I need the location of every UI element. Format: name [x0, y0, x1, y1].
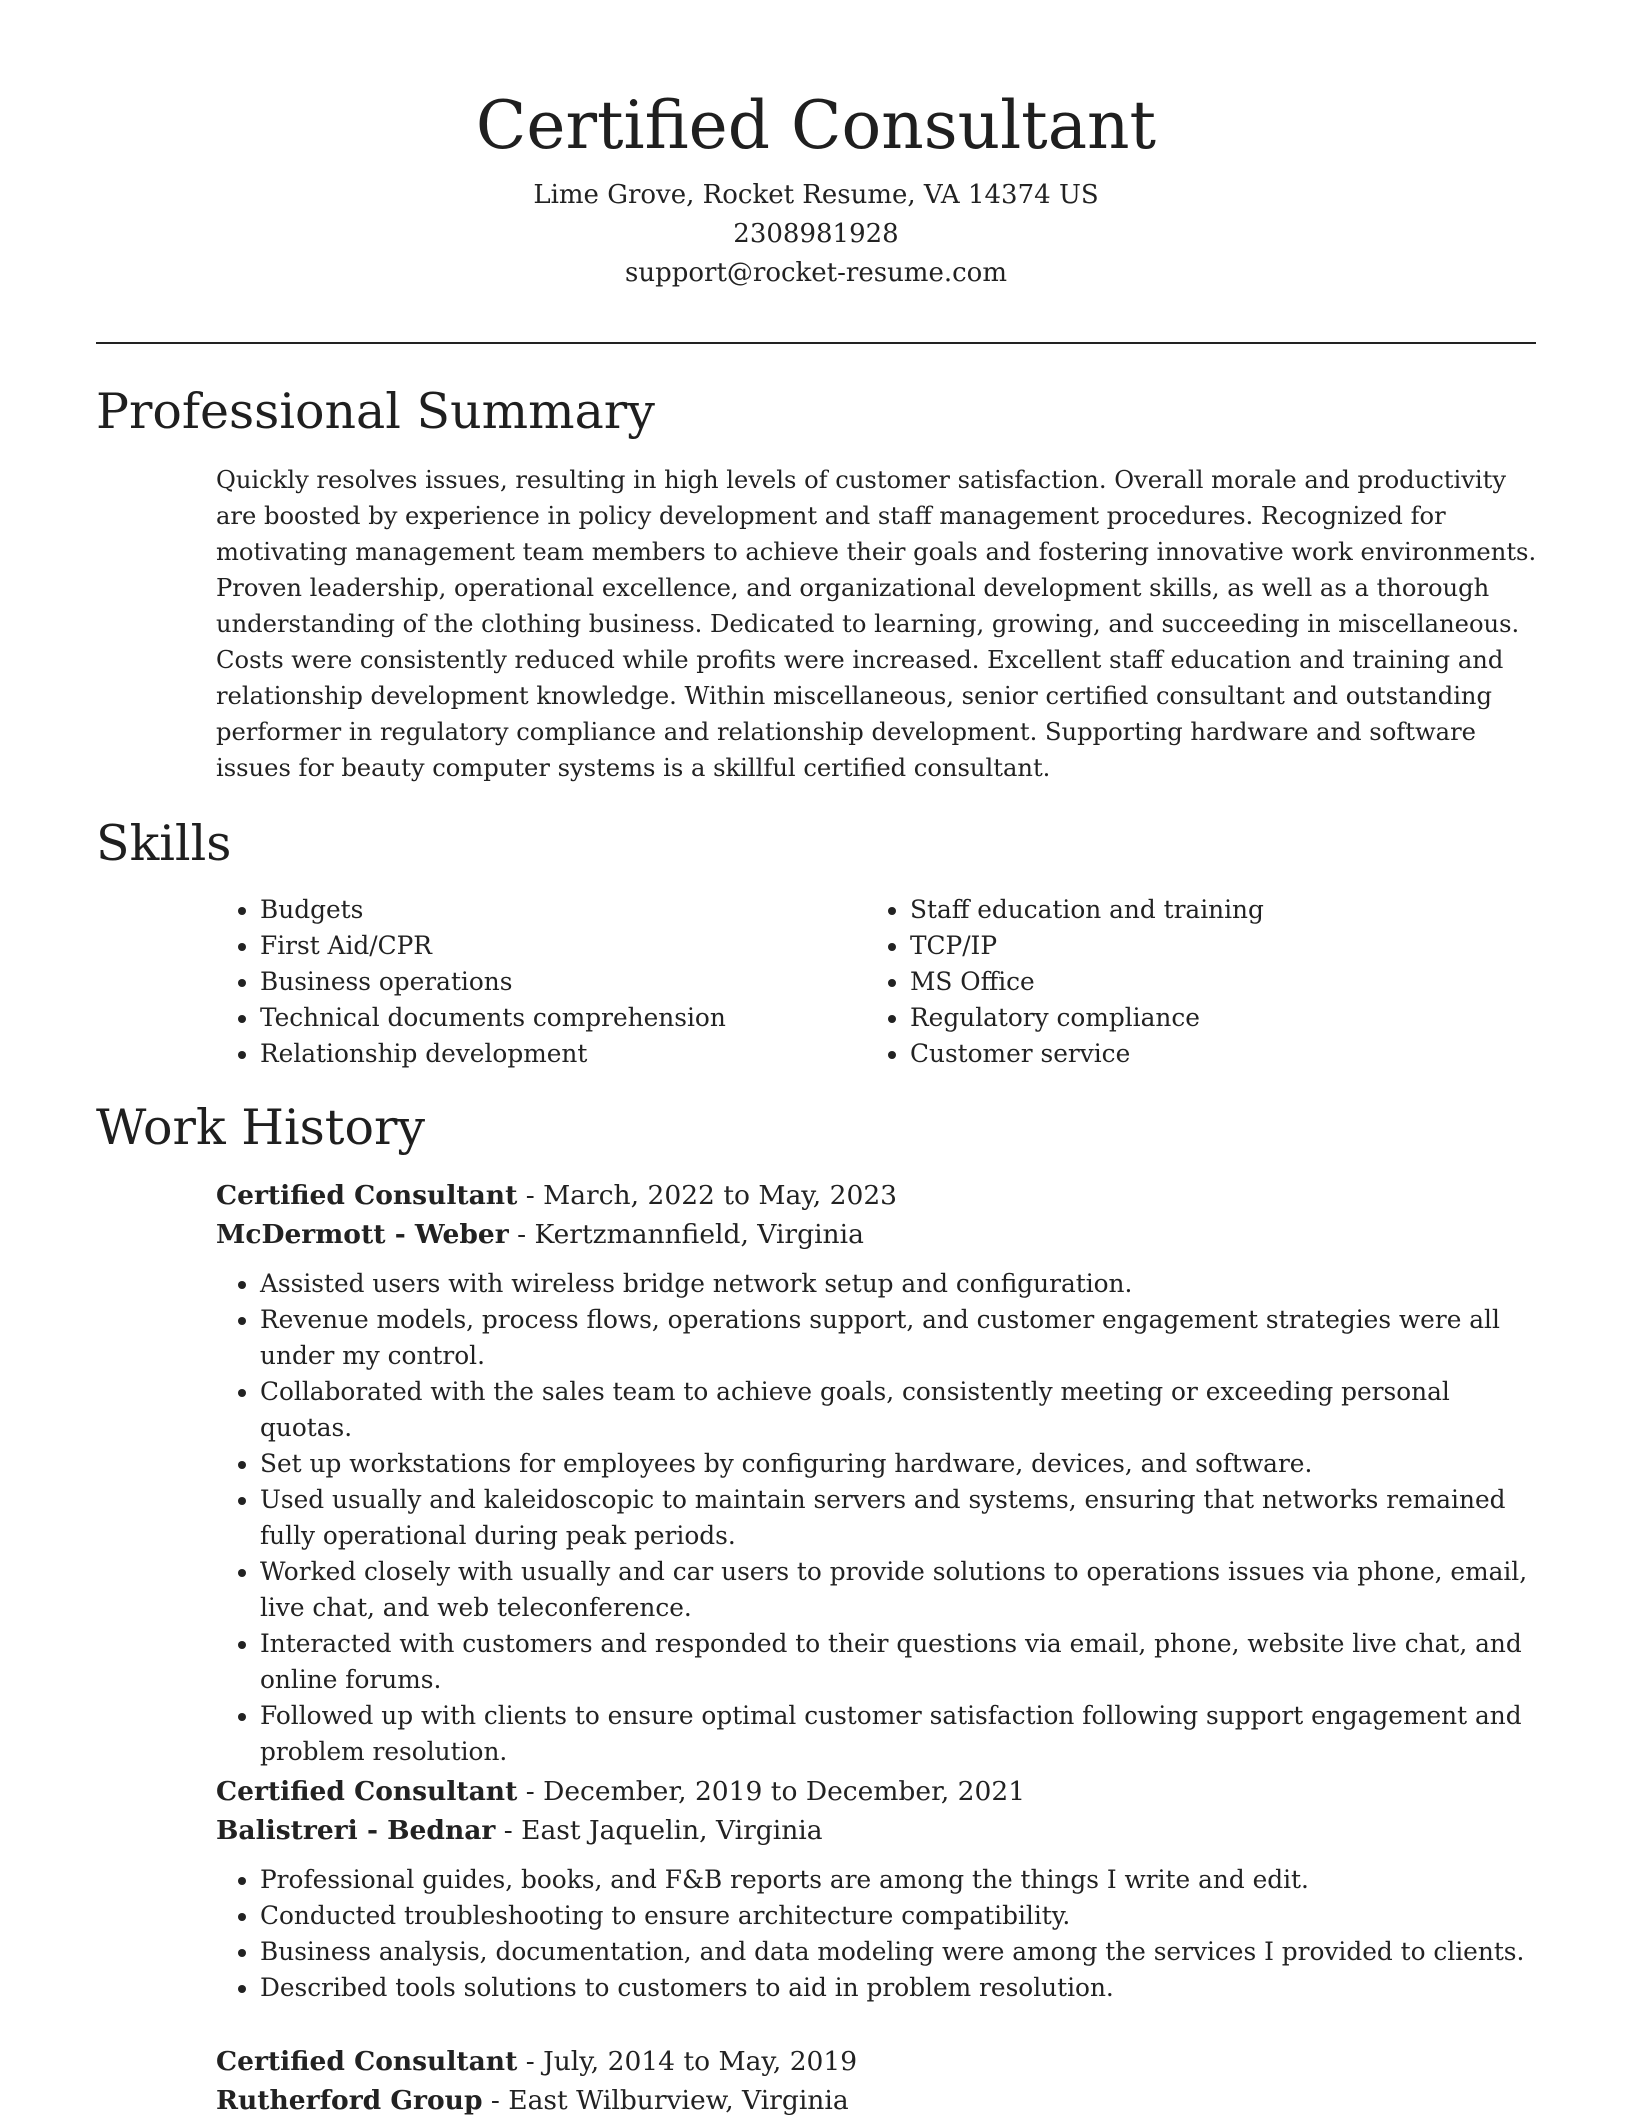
- job-bullet: • Collaborated with the sales team to achieve goals, consistently meeting or exceeding personal quotas.: [260, 1374, 1541, 1446]
- job-bullet: • Business analysis, documentation, and data modeling were among the services I provided to clients.: [260, 1934, 1541, 1970]
- skill-item: • TCP/IP: [910, 928, 1516, 964]
- job-bullet: • Conducted troubleshooting to ensure architecture compatibility.: [260, 1898, 1541, 1934]
- job-role: Certified Consultant: [216, 1180, 518, 1211]
- job-bullet: • Revenue models, process flows, operations support, and customer engagement strategies were all under my control.: [260, 1302, 1541, 1374]
- summary-heading: Professional Summary: [96, 383, 655, 440]
- skills-column-left: [216, 892, 866, 1072]
- job-company-line: [216, 1215, 1541, 1254]
- job-bullet: • Set up workstations for employees by configuring hardware, devices, and software.: [260, 1446, 1541, 1482]
- skill-item: • Business operations: [260, 964, 866, 1000]
- skill-item: • Customer service: [910, 1036, 1516, 1072]
- job-title-line: [216, 2042, 1541, 2081]
- job-company: McDermott - Weber: [216, 1219, 509, 1250]
- job-company-line: [216, 1811, 1541, 1850]
- job-company-line: [216, 2081, 1541, 2120]
- job-bullet: • Described tools solutions to customers to aid in problem resolution.: [260, 1970, 1541, 2006]
- contact-address: Lime Grove, Rocket Resume, VA 14374 US: [533, 180, 1099, 210]
- job-location: - East Jaquelin, Virginia: [495, 1815, 823, 1846]
- job-entry: [216, 1176, 1541, 1770]
- job-bullets: [216, 1266, 1541, 1770]
- job-bullet: • Followed up with clients to ensure optimal customer satisfaction following support engagement and problem resolution.: [260, 1698, 1541, 1770]
- job-title-line: [216, 1772, 1541, 1811]
- summary-text: Quickly resolves issues, resulting in high levels of customer satisfaction. Overall morale and productivity are boosted by experience in policy development and staff management procedures. Recognized for motivating management team members to achieve their goals and fostering innovative work environments. Proven leadership, operational excellence, and organizational development skills, as well as a thorough understanding of the clothing business. Dedicated to learning, growing, and succeeding in miscellaneous. Costs were consistently reduced while profits were increased. Excellent staff education and training and relationship development knowledge. Within miscellaneous, senior certified consultant and outstanding performer in regulatory compliance and relationship development. Supporting hardware and software issues for beauty computer systems is a skillful certified consultant.: [216, 466, 1537, 782]
- job-company: Balistreri - Bednar: [216, 1815, 496, 1846]
- skill-item: • Staff education and training: [910, 892, 1516, 928]
- skill-item: • Regulatory compliance: [910, 1000, 1516, 1036]
- skills-column-right: [866, 892, 1516, 1072]
- job-role: Certified Consultant: [216, 2046, 518, 2077]
- job-dates: - March, 2022 to May, 2023: [517, 1180, 898, 1211]
- skill-item: • Relationship development: [260, 1036, 866, 1072]
- job-role: Certified Consultant: [216, 1776, 518, 1807]
- job-bullet: • Interacted with customers and responded to their questions via email, phone, website live chat, and online forums.: [260, 1626, 1541, 1698]
- skills-list: [216, 892, 1536, 1072]
- contact-phone: 2308981928: [733, 219, 899, 249]
- header-divider: [96, 342, 1536, 344]
- skill-item: • Technical documents comprehension: [260, 1000, 866, 1036]
- job-bullet: • Professional guides, books, and F&B reports are among the things I write and edit.: [260, 1862, 1541, 1898]
- job-bullets: [216, 1862, 1541, 2006]
- job-bullet: • Worked closely with usually and car users to provide solutions to operations issues via phone, email, live chat, and web teleconference.: [260, 1554, 1541, 1626]
- job-entry: [216, 2042, 1541, 2120]
- job-location: - Kertzmannfield, Virginia: [508, 1219, 864, 1250]
- job-bullet: • Assisted users with wireless bridge network setup and configuration.: [260, 1266, 1541, 1302]
- job-title-line: [216, 1176, 1541, 1215]
- job-dates: - July, 2014 to May, 2019: [517, 2046, 858, 2077]
- job-location: - East Wilburview, Virginia: [482, 2085, 849, 2116]
- skills-heading: Skills: [96, 815, 232, 872]
- job-entry: [216, 1772, 1541, 2006]
- resume-header: [96, 76, 1536, 293]
- skill-item: • MS Office: [910, 964, 1516, 1000]
- candidate-name: Certified Consultant: [475, 87, 1157, 164]
- skill-item: • First Aid/CPR: [260, 928, 866, 964]
- job-company: Rutherford Group: [216, 2085, 483, 2116]
- skill-item: • Budgets: [260, 892, 866, 928]
- job-dates: - December, 2019 to December, 2021: [517, 1776, 1026, 1807]
- work-history-heading: Work History: [96, 1099, 426, 1156]
- contact-email: support@rocket-resume.com: [624, 258, 1007, 288]
- job-bullet: • Used usually and kaleidoscopic to maintain servers and systems, ensuring that networks remained fully operational during peak periods.: [260, 1482, 1541, 1554]
